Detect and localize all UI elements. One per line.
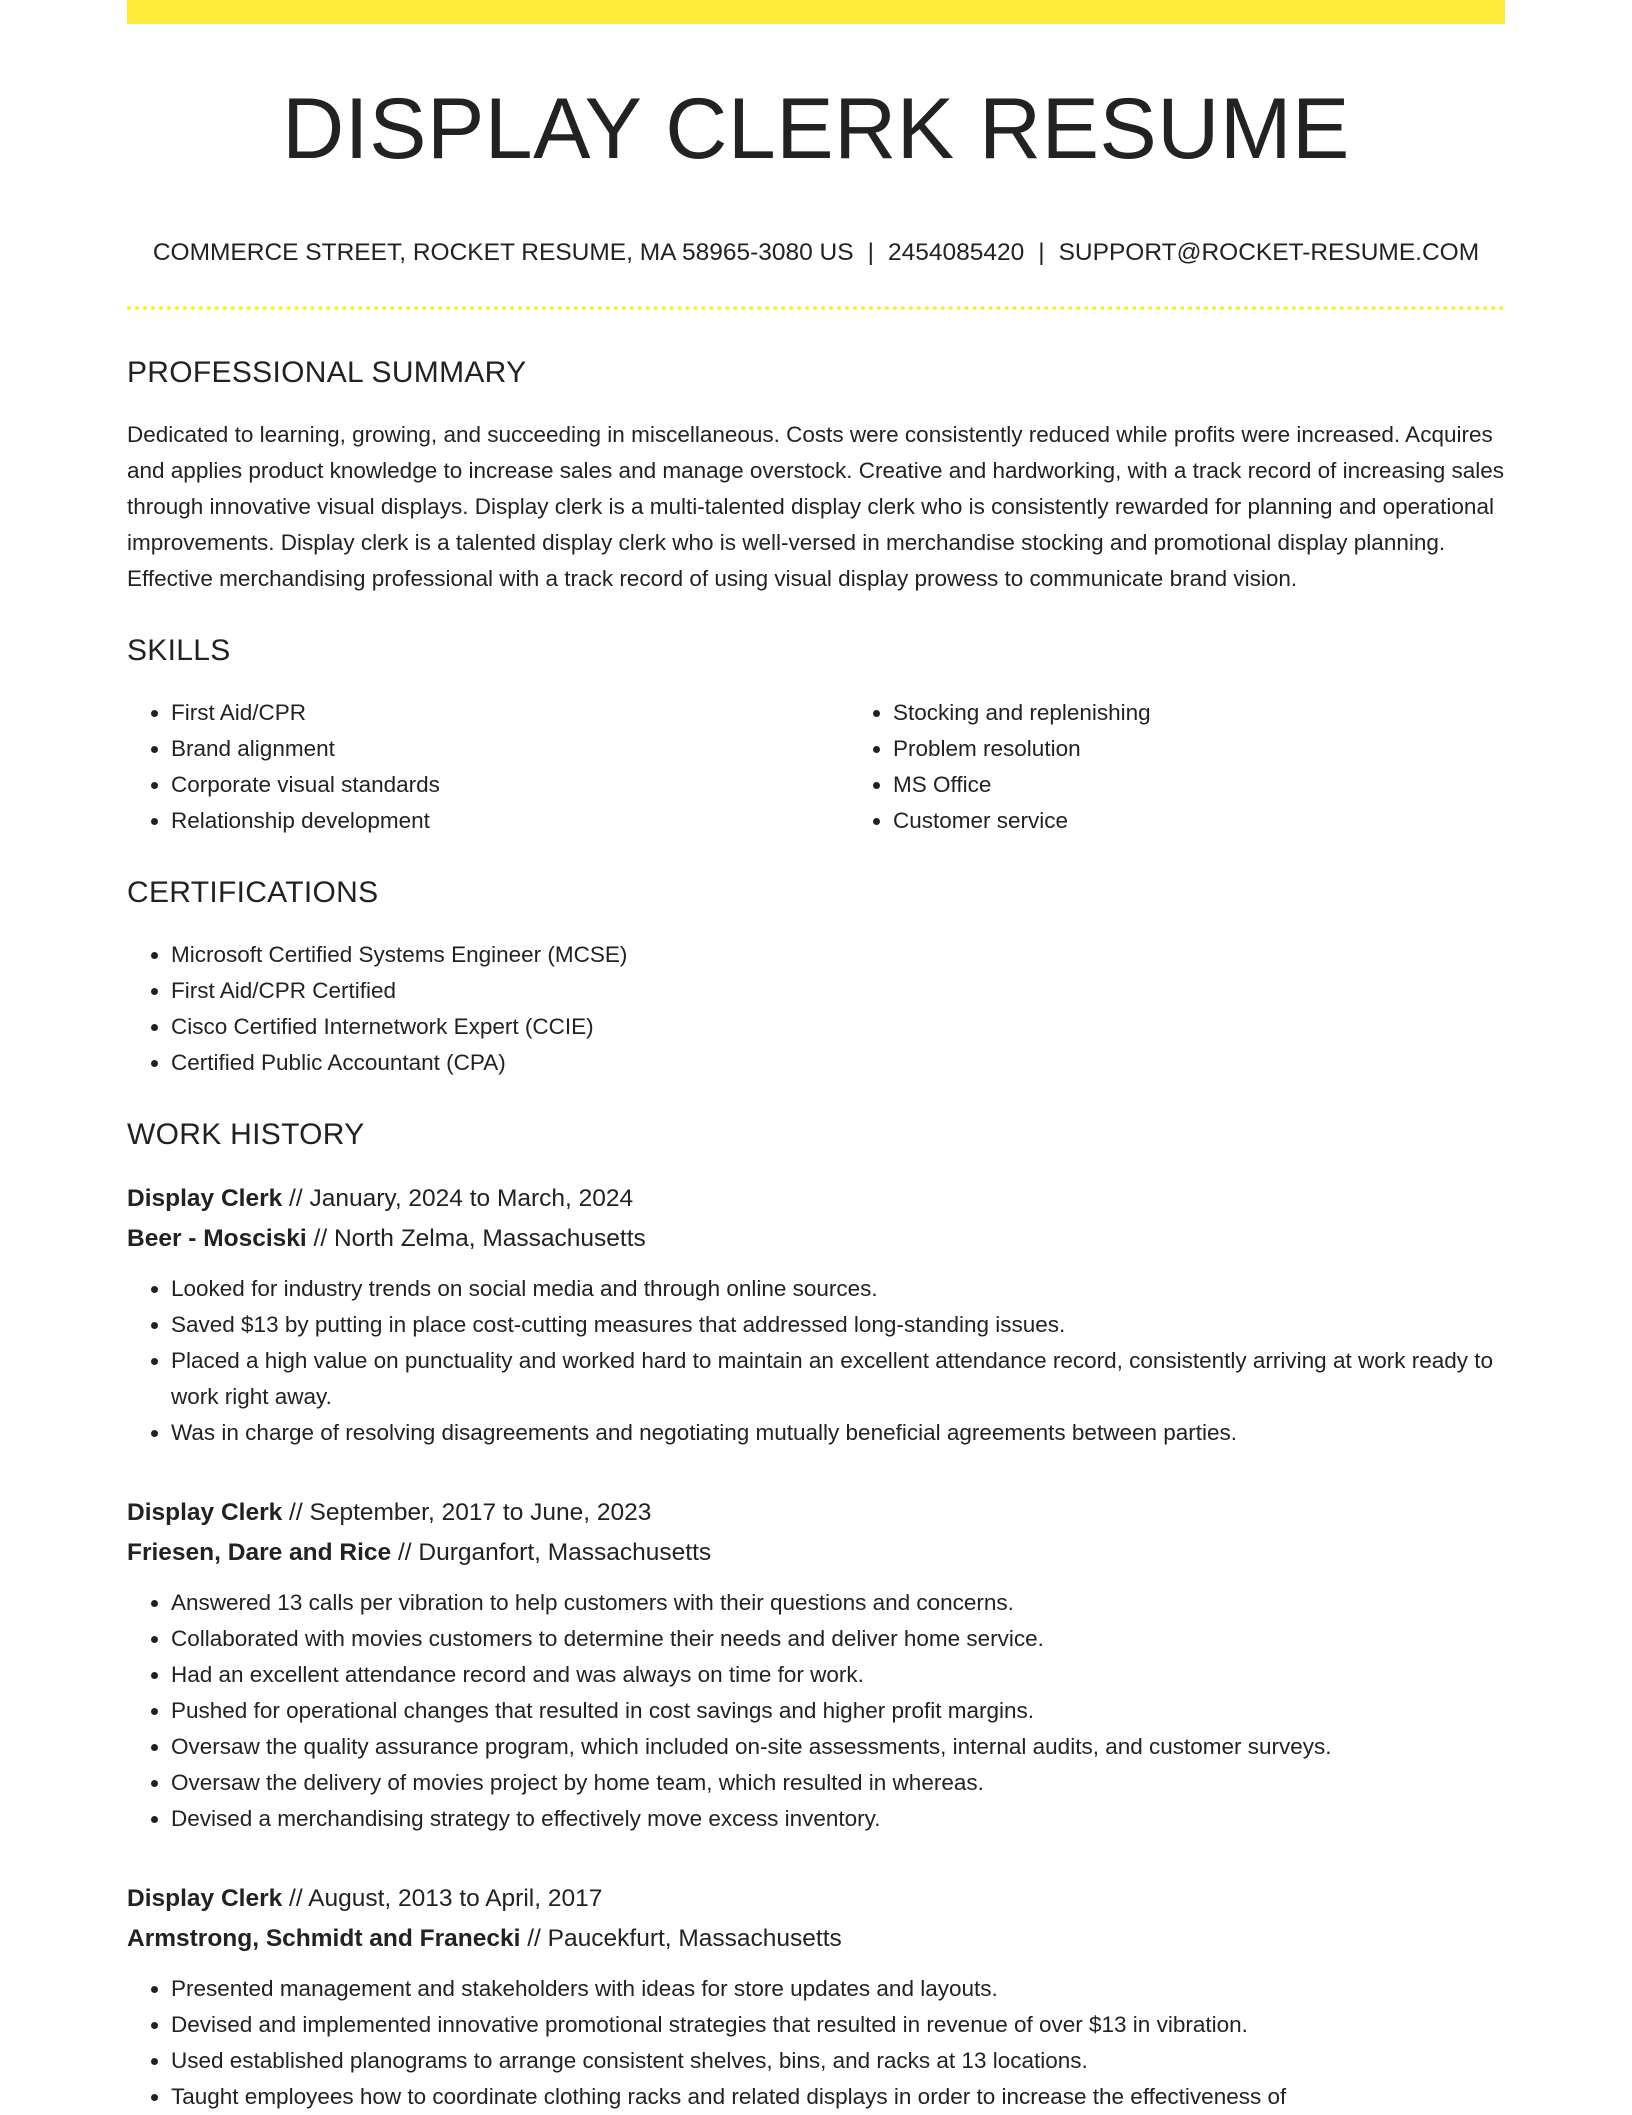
contact-address: COMMERCE STREET, ROCKET RESUME, MA 58965-3080 US xyxy=(152,239,854,267)
resume-page xyxy=(127,0,1505,2115)
job-bullet: • Placed a high value on punctuality and worked hard to maintain an excellent attendance record, consistently arriving at work ready to work right away. xyxy=(171,1343,1505,1415)
job-entry xyxy=(127,1493,1505,1837)
certification-item: • Certified Public Accountant (CPA) xyxy=(171,1045,1505,1081)
job-bullet: • Had an excellent attendance record and was always on time for work. xyxy=(171,1657,1505,1693)
job-bullet: • Collaborated with movies customers to determine their needs and deliver home service. xyxy=(171,1621,1505,1657)
job-title: Display Clerk xyxy=(127,1184,283,1212)
skills-grid xyxy=(127,695,1505,839)
job-bullet: • Devised a merchandising strategy to effectively move excess inventory. xyxy=(171,1801,1505,1837)
skill-item: • Corporate visual standards xyxy=(171,767,849,803)
job-dates: // September, 2017 to June, 2023 xyxy=(282,1498,652,1526)
summary-section xyxy=(127,355,1505,597)
skills-section xyxy=(127,633,1505,839)
work-history-heading: WORK HISTORY xyxy=(127,1117,365,1151)
skill-item: • Stocking and replenishing xyxy=(893,695,1571,731)
certifications-list xyxy=(127,937,1505,1081)
job-bullet: • Answered 13 calls per vibration to help customers with their questions and concerns. xyxy=(171,1585,1505,1621)
certification-item: • Cisco Certified Internetwork Expert (CCIE) xyxy=(171,1009,1505,1045)
job-bullets xyxy=(127,1271,1505,1451)
job-bullet: • Looked for industry trends on social media and through online sources. xyxy=(171,1271,1505,1307)
job-bullet: • Pushed for operational changes that resulted in cost savings and higher profit margins. xyxy=(171,1693,1505,1729)
job-entry xyxy=(127,1179,1505,1451)
skill-item: • First Aid/CPR xyxy=(171,695,849,731)
job-bullet: • Oversaw the delivery of movies project by home team, which resulted in whereas. xyxy=(171,1765,1505,1801)
certification-item: • First Aid/CPR Certified xyxy=(171,973,1505,1009)
contact-separator: | xyxy=(867,239,874,267)
job-location: // North Zelma, Massachusetts xyxy=(306,1224,646,1252)
skill-item: • Customer service xyxy=(893,803,1571,839)
job-title: Display Clerk xyxy=(127,1498,283,1526)
certifications-heading: CERTIFICATIONS xyxy=(127,875,379,909)
job-title-line xyxy=(127,1879,1505,1919)
contact-line xyxy=(127,238,1505,267)
dotted-divider xyxy=(127,306,1505,310)
summary-text: Dedicated to learning, growing, and succeeding in miscellaneous. Costs were consistently reduced while profits were increased. Acquires and applies product knowledge to increase sales and manage overstock. Creative and hardworking, with a track record of increasing sales through innovative visual displays. Display clerk is a multi-talented display clerk who is consistently rewarded for planning and operational improvements. Display clerk is a talented display clerk who is well-versed in merchandise stocking and promotional display planning. Effective merchandising professional with a track record of using visual display prowess to communicate brand vision. xyxy=(127,421,1505,591)
job-bullets xyxy=(127,1971,1505,2115)
job-bullet: • Was in charge of resolving disagreements and negotiating mutually beneficial agreements between parties. xyxy=(171,1415,1505,1451)
job-company: Beer - Mosciski xyxy=(127,1224,307,1252)
skill-item: • Relationship development xyxy=(171,803,849,839)
job-location: // Paucekfurt, Massachusetts xyxy=(520,1924,842,1952)
job-bullet: • Presented management and stakeholders with ideas for store updates and layouts. xyxy=(171,1971,1505,2007)
contact-email[interactable]: SUPPORT@ROCKET-RESUME.COM xyxy=(1058,239,1480,267)
job-bullet: • Oversaw the quality assurance program, which included on-site assessments, internal audits, and customer surveys. xyxy=(171,1729,1505,1765)
job-dates: // January, 2024 to March, 2024 xyxy=(282,1184,634,1212)
job-bullet: • Taught employees how to coordinate clothing racks and related displays in order to increase the effectiveness of xyxy=(171,2079,1505,2115)
work-history-section xyxy=(127,1117,1505,2115)
job-location: // Durganfort, Massachusetts xyxy=(391,1538,712,1566)
job-company-line xyxy=(127,1533,1505,1573)
job-company: Armstrong, Schmidt and Franecki xyxy=(127,1924,521,1952)
job-bullet: • Used established planograms to arrange consistent shelves, bins, and racks at 13 locations. xyxy=(171,2043,1505,2079)
skill-item: • MS Office xyxy=(893,767,1571,803)
job-company-line xyxy=(127,1219,1505,1259)
job-bullet: • Saved $13 by putting in place cost-cutting measures that addressed long-standing issues. xyxy=(171,1307,1505,1343)
skills-list-right xyxy=(849,695,1571,839)
job-title-line xyxy=(127,1179,1505,1219)
job-bullets xyxy=(127,1585,1505,1837)
job-entry xyxy=(127,1879,1505,2115)
job-company-line xyxy=(127,1919,1505,1959)
skills-list-left xyxy=(127,695,849,839)
job-bullet: • Devised and implemented innovative promotional strategies that resulted in revenue of over $13 in vibration. xyxy=(171,2007,1505,2043)
job-company: Friesen, Dare and Rice xyxy=(127,1538,392,1566)
contact-separator: | xyxy=(1038,239,1045,267)
skill-item: • Brand alignment xyxy=(171,731,849,767)
contact-phone[interactable]: 2454085420 xyxy=(887,239,1025,267)
resume-title: DISPLAY CLERK RESUME xyxy=(282,81,1350,177)
summary-heading: PROFESSIONAL SUMMARY xyxy=(127,355,527,389)
certification-item: • Microsoft Certified Systems Engineer (MCSE) xyxy=(171,937,1505,973)
job-dates: // August, 2013 to April, 2017 xyxy=(282,1884,603,1912)
skill-item: • Problem resolution xyxy=(893,731,1571,767)
job-title-line xyxy=(127,1493,1505,1533)
certifications-section xyxy=(127,875,1505,1081)
top-accent-bar xyxy=(127,0,1505,24)
job-title: Display Clerk xyxy=(127,1884,283,1912)
skills-heading: SKILLS xyxy=(127,633,231,667)
